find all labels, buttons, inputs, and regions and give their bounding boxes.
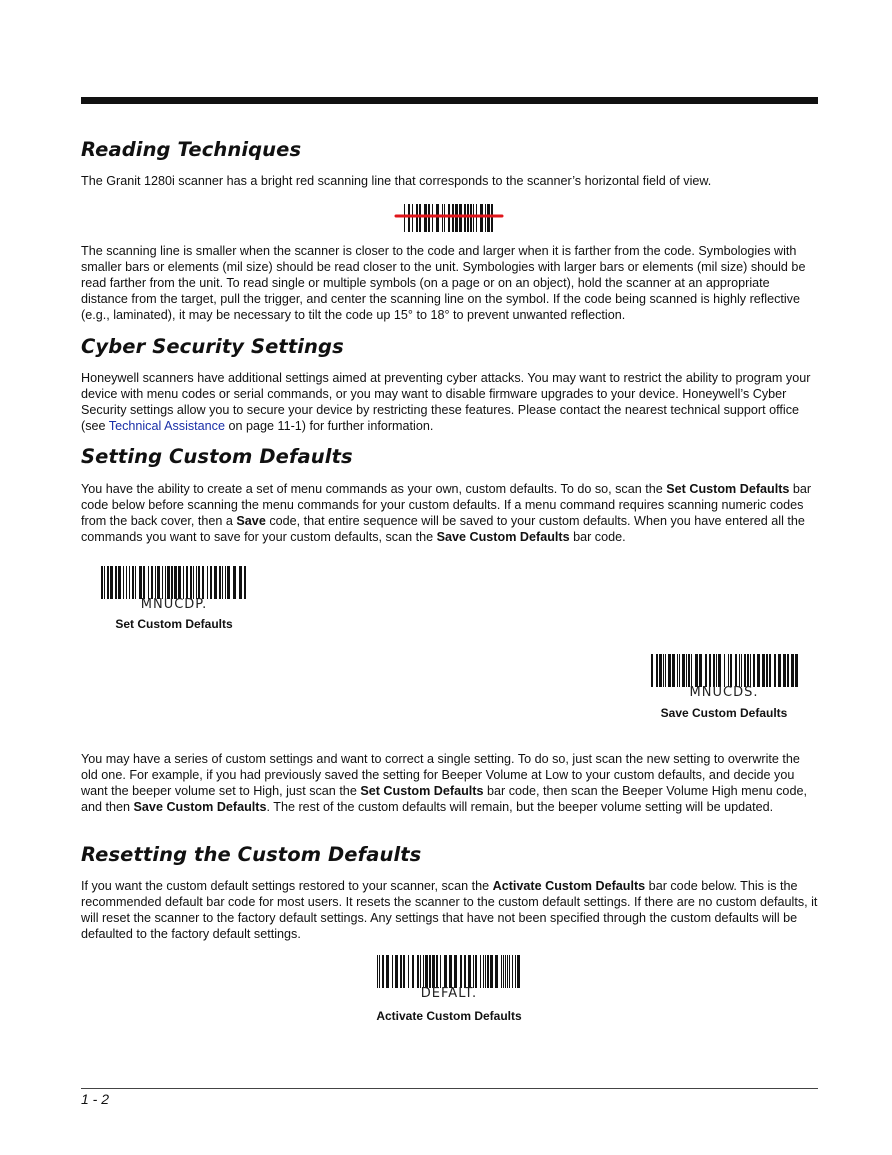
barcode-human-readable: MNUCDP.: [140, 597, 208, 612]
barcode-caption: Set Custom Defaults: [115, 617, 233, 631]
barcode-bars: [99, 566, 249, 599]
barcode-human-readable: DEFALT.: [420, 986, 478, 1001]
custom-paragraph-1: You have the ability to create a set of menu commands as your own, custom defaults. To do so, scan the Set Custom Defaults bar code below before scanning the menu commands for your custom defaults. If a menu command requires scanning numeric codes from the back cover, then a Save code, that entire sequence will be saved to your custom defaults. When you have entered all the commands you want to save for your custom defaults, scan the Save Custom Defaults bar code.: [81, 482, 812, 544]
barcode-human-readable: MNUCDS.: [689, 685, 759, 700]
section-title-reset: Resetting the Custom Defaults: [81, 843, 422, 866]
reading-body: The scanning line is smaller when the scanner is closer to the code and larger when it is farther from the code. Symbologies with smaller bars or elements (mil size) should be read closer to the unit. Symbologies with larger bars or elements (mil size) should be read farther from the unit. To read single or multiple symbols (on a page or on an object), hold the scanner at an appropriate distance from the target, pull the trigger, and center the scanning line on the symbol. If the code being scanned is highly reflective (e.g., laminated), it may be necessary to tilt the code up 15° to 18° to prevent unwanted reflection.: [81, 244, 806, 322]
technical-assistance-link[interactable]: Technical Assistance: [108, 419, 225, 433]
reset-paragraph: If you want the custom default settings restored to your scanner, scan the Activate Custom Defaults bar code below. This is the recommended default bar code for most users. It resets the scanner to the custom default settings. If there are no custom defaults, it will reset the scanner to the factory default settings. Any settings that have not been specified through the custom defaults will be defaulted to the factory default settings.: [81, 879, 818, 941]
section-title-cyber: Cyber Security Settings: [81, 335, 344, 358]
save-custom-defaults-barcode[interactable]: [649, 654, 799, 700]
barcode-bars: [375, 955, 523, 988]
footer-rule: [81, 1088, 818, 1089]
section-title-reading: Reading Techniques: [81, 138, 302, 161]
set-custom-defaults-barcode[interactable]: [99, 566, 249, 612]
header-rule: [81, 97, 818, 104]
barcode-bars: [649, 654, 799, 687]
reading-intro: The Granit 1280i scanner has a bright red scanning line that corresponds to the scanner’s horizontal field of view.: [81, 174, 712, 188]
section-title-custom: Setting Custom Defaults: [81, 445, 353, 468]
barcode-scan-line-graphic: [394, 204, 504, 234]
cyber-body: [81, 370, 818, 434]
barcode-caption: Save Custom Defaults: [660, 706, 788, 720]
barcode-caption: Activate Custom Defaults: [376, 1009, 522, 1023]
cyber-body-text: Honeywell scanners have additional settings aimed at preventing cyber attacks. You may want to restrict the ability to program your device with menu codes or serial commands, or you may want to disable firmware upgrades to your device. Honeywell’s Cyber Security settings allow you to secure your device by restricting these features. Please contact the nearest technical support office (see: [81, 371, 811, 433]
scan-line-illustration: [394, 204, 504, 234]
activate-custom-defaults-barcode[interactable]: [375, 955, 523, 1001]
cyber-body-text-end: on page 11-1) for further information.: [224, 419, 434, 433]
custom-paragraph-2: You may have a series of custom settings and want to correct a single setting. To do so, just scan the new setting to overwrite the old one. For example, if you had previously saved the setting for Beeper Volume at Low to your custom defaults, and decide you want the beeper volume set to High, just scan the Set Custom Defaults bar code, then scan the Beeper Volume High menu code, and then Save Custom Defaults. The rest of the custom defaults will remain, but the beeper volume setting will be updated.: [81, 752, 807, 814]
page-number: 1 - 2: [81, 1091, 110, 1107]
